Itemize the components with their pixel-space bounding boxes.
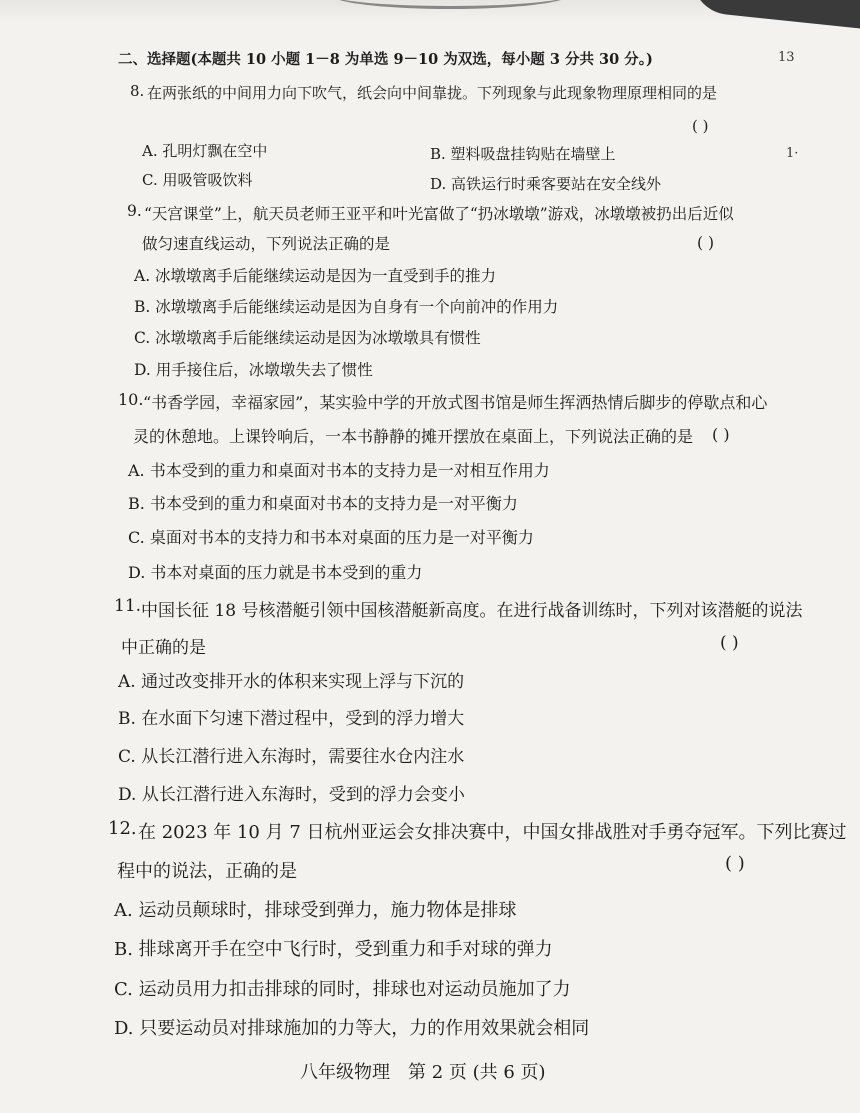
option-10d: D. 书本对桌面的压力就是书本受到的重力 [128,563,423,582]
margin-mark: 1· [786,146,799,161]
question-12-stem-line2: 程中的说法，正确的是 [117,861,297,882]
answer-bracket: ( ) [725,853,745,874]
section-title: 二、选择题(本题共 10 小题 1－8 为单选 9－10 为双选，每小题 3 分共 30 分。) [118,51,653,68]
question-8-number: 8. [130,82,145,100]
question-9-number: 9. [127,202,142,220]
question-9-stem-line1: “天宫课堂”上，航天员老师王亚平和叶光富做了“扔冰墩墩”游戏，冰墩墩被扔出后近似 [144,205,734,223]
option-10b: B. 书本受到的重力和桌面对书本的支持力是一对平衡力 [128,494,518,513]
option-9b: B. 冰墩墩离手后能继续运动是因为自身有一个向前冲的作用力 [134,298,559,316]
question-11-stem-line2: 中正确的是 [121,638,206,658]
option-11c: C. 从长江潜行进入东海时，需要往水仓内注水 [118,747,465,767]
answer-bracket: ( ) [697,234,715,252]
option-9d: D. 用手接住后，冰墩墩失去了惯性 [134,361,373,379]
question-10-number: 10. [118,390,144,409]
answer-bracket: ( ) [712,425,730,444]
question-10-stem-line1: “书香学园，幸福家园”，某实验中学的开放式图书馆是师生挥洒热情后脚步的停歇点和心 [143,393,768,412]
question-11-stem-line1: 中国长征 18 号核潜艇引领中国核潜艇新高度。在进行战备训练时，下列对该潜艇的说法 [141,601,803,621]
question-12-number: 12. [108,818,137,839]
option-11b: B. 在水面下匀速下潜过程中，受到的浮力增大 [118,709,465,729]
question-11-number: 11. [114,596,142,616]
question-8-stem: 在两张纸的中间用力向下吹气，纸会向中间靠拢。下列现象与此现象物理原理相同的是 [147,84,718,102]
question-10-stem-line2: 灵的休憩地。上课铃响后，一本书静静的摊开摆放在桌面上，下列说法正确的是 [133,427,694,446]
answer-bracket: ( ) [692,117,709,135]
option-12c: C. 运动员用力扣击排球的同时，排球也对运动员施加了力 [114,979,571,1000]
answer-bracket: ( ) [720,633,739,653]
option-11d: D. 从长江潜行进入东海时，受到的浮力会变小 [118,785,465,805]
option-8c: C. 用吸管吸饮料 [142,171,253,189]
option-9c: C. 冰墩墩离手后能继续运动是因为冰墩墩具有惯性 [134,329,481,347]
option-10c: C. 桌面对书本的支持力和书本对桌面的压力是一对平衡力 [128,528,534,547]
option-11a: A. 通过改变排开水的体积来实现上浮与下沉的 [118,672,465,692]
question-9-stem-line2: 做匀速直线运动，下列说法正确的是 [142,235,391,253]
question-12-stem-line1: 在 2023 年 10 月 7 日杭州亚运会女排决赛中，中国女排战胜对手勇夺冠军。下列比赛过 [138,822,847,843]
option-8d: D. 高铁运行时乘客要站在安全线外 [430,175,662,193]
option-10a: A. 书本受到的重力和桌面对书本的支持力是一对相互作用力 [128,461,550,480]
option-12d: D. 只要运动员对排球施加的力等大，力的作用效果就会相同 [114,1018,590,1039]
option-12a: A. 运动员颠球时，排球受到弹力，施力物体是排球 [114,900,517,921]
option-8a: A. 孔明灯飘在空中 [142,142,268,160]
option-12b: B. 排球离开手在空中飞行时，受到重力和手对球的弹力 [114,939,553,960]
margin-mark: 13 [778,50,795,65]
option-9a: A. 冰墩墩离手后能继续运动是因为一直受到手的推力 [134,267,497,285]
option-8b: B. 塑料吸盘挂钩贴在墙壁上 [430,145,616,163]
page-footer: 八年级物理 第 2 页 (共 6 页) [300,1062,546,1083]
